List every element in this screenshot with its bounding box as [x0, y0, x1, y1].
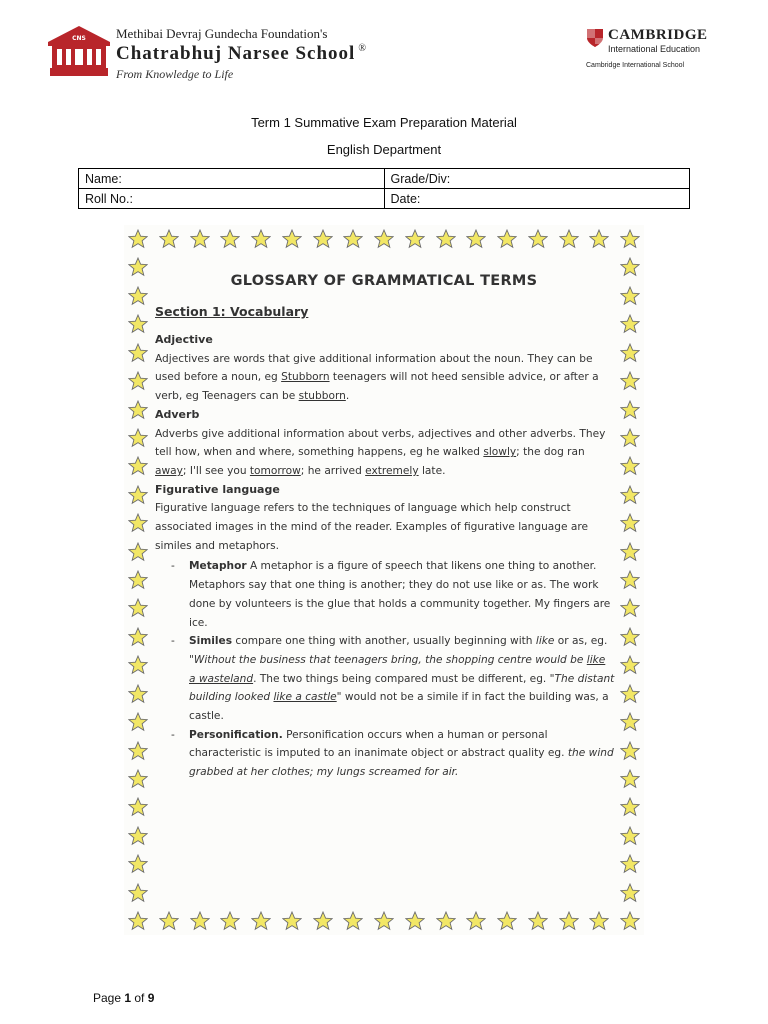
text: would not be a simile if in fact the building was, a castle. [189, 691, 609, 723]
star-border-icon [620, 826, 640, 846]
text: ; I'll see you [182, 464, 250, 477]
adverb-definition [155, 425, 615, 481]
school-logo-icon [46, 24, 112, 78]
current-page: 1 [124, 991, 132, 1005]
simile-term: Similes [189, 635, 233, 648]
star-border-icon [559, 911, 579, 931]
star-border-icon [128, 400, 148, 420]
name-field[interactable]: Name: [79, 169, 385, 189]
term-adverb: Adverb [155, 407, 200, 421]
registered-mark: ® [358, 43, 367, 54]
figurative-list [155, 557, 615, 781]
glossary-title: GLOSSARY OF GRAMMATICAL TERMS [230, 273, 538, 289]
department-title: English Department [326, 142, 442, 157]
star-border-icon [128, 797, 148, 817]
school-motto: From Knowledge to Life [116, 67, 234, 81]
text: Page [93, 991, 125, 1005]
star-border-icon [128, 257, 148, 277]
table-row [79, 189, 690, 209]
cambridge-name: CAMBRIDGE [608, 27, 708, 43]
star-border-icon [343, 229, 363, 249]
metaphor-term: Metaphor [189, 560, 247, 573]
star-border-icon [620, 854, 640, 874]
star-border-icon [528, 229, 548, 249]
star-border-icon [190, 229, 210, 249]
example-word: like a castle [273, 691, 337, 704]
total-pages: 9 [147, 991, 155, 1005]
logo-text: CNS [72, 35, 86, 42]
school-name [116, 43, 367, 65]
text: A metaphor is a figure of speech that likens one thing to another. Metaphors say that one thing is another; they do not use like or as. The work done by volunteers is the glue that holds a community together. My fingers are ice. [189, 560, 611, 629]
example-word: away [155, 464, 183, 477]
star-border-icon [466, 911, 486, 931]
star-border-icon [159, 911, 179, 931]
star-border-icon [620, 570, 640, 590]
star-border-icon [620, 598, 640, 618]
bullet-dash: - [171, 560, 175, 573]
cambridge-shield-icon [586, 28, 604, 48]
star-border-icon [620, 400, 640, 420]
star-border-icon [620, 428, 640, 448]
star-border-icon [620, 741, 640, 761]
star-border-icon [251, 911, 271, 931]
example-word: tomorrow [249, 464, 301, 477]
star-border-icon [282, 229, 302, 249]
star-border-icon [128, 456, 148, 476]
glossary-box [124, 225, 644, 935]
personification-term: Personification. [189, 728, 283, 741]
star-border-icon [620, 769, 640, 789]
bullet-dash: - [171, 728, 175, 741]
date-field[interactable]: Date: [384, 189, 690, 209]
star-border-icon [128, 229, 148, 249]
cambridge-subtitle: International Education [608, 44, 701, 54]
star-border-icon [559, 229, 579, 249]
star-border-icon [436, 911, 456, 931]
cambridge-school-label: Cambridge International School [586, 62, 685, 69]
text: Adjectives are words that give additional information about the noun. They can be used before a noun, eg [155, 352, 593, 384]
star-border-icon [159, 229, 179, 249]
star-border-icon [343, 911, 363, 931]
star-border-icon [528, 911, 548, 931]
text: late. [418, 464, 446, 477]
figurative-definition: Figurative language refers to the techniques of language which help construct associated images in the mind of the reader. Examples of figurative language are similes and metaphors. [155, 502, 589, 552]
star-border-icon [436, 229, 456, 249]
star-border-icon [620, 229, 640, 249]
quote: "Without the business that teenagers bring, the shopping centre would be [189, 653, 587, 666]
page-header [0, 0, 768, 100]
example-word: extremely [365, 464, 419, 477]
list-item [155, 557, 615, 632]
text: teenagers will not heed sensible advice, or after a verb, eg Teenagers can be [155, 371, 599, 403]
star-border-icon [128, 769, 148, 789]
star-border-icon [620, 712, 640, 732]
star-border-icon [466, 229, 486, 249]
text: like [535, 635, 555, 648]
quote: " [336, 691, 342, 704]
star-border-icon [620, 314, 640, 334]
school-branding [116, 26, 367, 82]
star-border-icon [190, 911, 210, 931]
star-border-icon [128, 371, 148, 391]
example-word: stubborn [298, 390, 346, 403]
star-border-icon [128, 542, 148, 562]
star-border-icon [220, 911, 240, 931]
star-border-icon [128, 513, 148, 533]
section-heading: Section 1: Vocabulary [155, 304, 309, 319]
term-figurative-language: Figurative language [155, 482, 280, 496]
star-border-icon [128, 485, 148, 505]
star-border-icon [128, 428, 148, 448]
student-info-table [78, 168, 690, 209]
star-border-icon [497, 229, 517, 249]
star-border-icon [620, 257, 640, 277]
text: ; the dog ran [516, 446, 585, 459]
star-border-icon [620, 371, 640, 391]
star-border-icon [128, 655, 148, 675]
text: . The two things being compared must be different, eg. [253, 672, 550, 685]
list-item [155, 726, 615, 782]
star-border-icon [128, 343, 148, 363]
star-border-icon [405, 911, 425, 931]
star-border-icon [620, 343, 640, 363]
text: or as, eg. [554, 635, 608, 648]
star-border-icon [128, 598, 148, 618]
star-border-icon [405, 229, 425, 249]
star-border-icon [128, 684, 148, 704]
star-border-icon [251, 229, 271, 249]
star-border-icon [282, 911, 302, 931]
star-border-icon [220, 229, 240, 249]
star-border-icon [313, 911, 333, 931]
star-border-icon [313, 229, 333, 249]
example-word: slowly [483, 446, 517, 459]
foundation-name: Methibai Devraj Gundecha Foundation's [116, 26, 328, 41]
star-border-icon [497, 911, 517, 931]
star-border-icon [589, 911, 609, 931]
glossary-body [155, 331, 615, 782]
text: Personification occurs when a human or personal characteristic is imputed to an inanimate object or abstract quality eg. [189, 728, 568, 760]
quote: "The distant building looked [189, 672, 615, 704]
star-border-icon [620, 513, 640, 533]
star-border-icon [620, 627, 640, 647]
adjective-definition [155, 350, 615, 406]
star-border-icon [128, 741, 148, 761]
school-name-text: Chatrabhuj Narsee School [116, 43, 356, 64]
grade-field[interactable]: Grade/Div: [384, 169, 690, 189]
star-border-icon [620, 797, 640, 817]
document-title: Term 1 Summative Exam Preparation Material [251, 115, 517, 130]
text: compare one thing with another, usually beginning with [232, 635, 536, 648]
star-border-icon [620, 883, 640, 903]
star-border-icon [620, 485, 640, 505]
cambridge-branding [608, 28, 708, 54]
star-border-icon [128, 627, 148, 647]
text: ; he arrived [300, 464, 366, 477]
star-border-icon [620, 542, 640, 562]
example-word: like a wasteland [189, 653, 606, 685]
page-number [93, 991, 154, 1005]
star-border-icon [620, 456, 640, 476]
text: Adverbs give additional information about verbs, adjectives and other adverbs. They tell how, when and where, something happens, eg he walked [155, 427, 606, 459]
example-word: Stubborn [281, 371, 330, 384]
term-adjective: Adjective [155, 333, 213, 346]
star-border-icon [128, 911, 148, 931]
star-border-icon [128, 712, 148, 732]
star-border-icon [589, 229, 609, 249]
text: of [131, 991, 148, 1005]
star-border-icon [620, 655, 640, 675]
bullet-dash: - [171, 635, 175, 648]
list-item [155, 632, 615, 726]
star-border-icon [128, 826, 148, 846]
star-border-icon [128, 286, 148, 306]
star-border-icon [128, 570, 148, 590]
star-border-icon [128, 883, 148, 903]
star-border-icon [374, 229, 394, 249]
star-border-icon [620, 286, 640, 306]
text: . [345, 390, 350, 403]
star-border-icon [620, 911, 640, 931]
star-border-icon [374, 911, 394, 931]
star-border-icon [128, 314, 148, 334]
star-border-icon [620, 684, 640, 704]
table-row [79, 169, 690, 189]
roll-no-field[interactable]: Roll No.: [79, 189, 385, 209]
example-phrase: the wind grabbed at her clothes; my lungs screamed for air. [189, 747, 614, 779]
star-border-icon [128, 854, 148, 874]
